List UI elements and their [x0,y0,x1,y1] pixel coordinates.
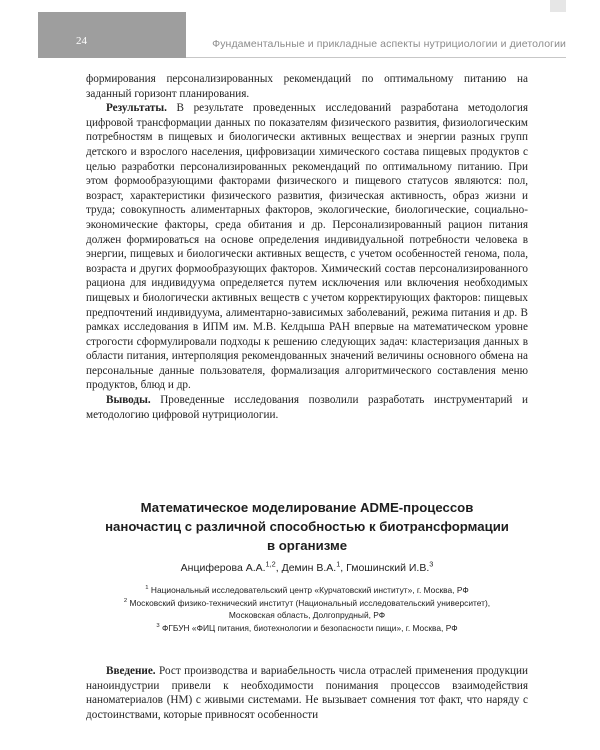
results-label: Результаты. [106,102,167,115]
affiliation-line [86,584,528,597]
conclusions-text: Проведенные исследования позволили разработать инструментарий и методологию цифровой нутрициологии. [86,394,528,421]
affiliation-mark: 2 [123,597,128,604]
page-edge-tab [550,0,566,12]
affiliation-line [86,622,528,635]
article-title-line: Математическое моделирование ADME-процессов [140,500,474,515]
results-paragraph [86,101,528,393]
conclusions-label: Выводы. [106,394,151,407]
introduction-text: Рост производства и вариабельность числа отраслей применения продукции наноиндустрии привели к необходимости понимания процессов взаимодействия наноматериалов (НМ) с живыми системами. Не вызывает сомнения тот факт, что наряду с достоинствами, которые привносят особенности [86,665,528,721]
affiliation-list [86,584,528,634]
introduction-section [86,664,528,722]
results-text: В результате проведенных исследований разработана методология цифровой трансформации данных по показателям физического развития, физиологическим потребностям в пищевых и биологически активных веществах и энергии разных групп детского и взрослого населения, цифровизации химического состава пищевых продуктов с целью разработки персонализированных рекомендаций по оптимальному питанию. При этом формообразующими факторами физического и пищевого статусов являются: пол, возраст, характеристики физического развития, физическая активность, образ жизни и труда; совокупность алиментарных факторов, экологические, биологические, социально-экономические факторы, среда обитания и др. Персонализированный рацион питания должен формироваться на основе определения индивидуальной потребности человека в энергии, пищевых и биологически активных веществ, с учетом особенностей генома, пола, возраста и других формообразующих факторов. Химический состав персонализированного рациона для индивидуума определяется путем исключения или включения необходимых пищевых и биологически активных веществ с учетом корректирующих факторов: пищевых предпочтений индивидуума, алиментарно-зависимых заболеваний, режима питания и др. В рамках исследования в ИПМ им. М.В. Келдыша РАН впервые на математическом уровне строгости сформулировали подходы к решению следующих задач: кластеризация данных в области питания, интерполяция рекомендованных значений величины основного обмена на персональные данные пользователя, формализация алгоритмического составления меню продуктов, блюд и др. [86,102,529,392]
author-affiliation-mark: 3 [429,559,434,569]
affiliation-text: Национальный исследовательский центр «Курчатовский институт», г. Москва, РФ [150,585,469,595]
article-title-line: в организме [266,538,348,553]
author-affiliation-mark: 1 [336,559,341,569]
running-header: Фундаментальные и прикладные аспекты нутрициологии и диетологии [212,38,566,50]
intro-continuation: формирования персонализированных рекомендаций по оптимальному питанию на заданный горизонт планирования. [86,73,528,100]
affiliation-mark: 3 [156,622,160,629]
author-name: Анциферова А.А. [180,562,266,574]
author-name: Гмошинский И.В. [346,562,430,574]
introduction-label: Введение. [106,665,156,677]
author-name: Демин В.А. [281,562,337,574]
header-divider [186,57,566,58]
affiliation-text: Московская область, Долгопрудный, РФ [228,610,386,621]
conclusions-paragraph [86,393,528,422]
article-title-line: наночастиц с различной способностью к биотрансформации [105,519,509,534]
author-list: Анциферова А.А.$^{1,2}$, Демин В.А.$^1$, Гмошинский И.В.$^3$ [180,559,434,574]
affiliation-text: ФГБУН «ФИЦ питания, биотехнологии и безопасности пищи», г. Москва, РФ [162,622,458,633]
affiliation-mark: 1 [145,585,149,592]
affiliation-text: Московский физико-технический институт (Национальный исследовательский университет), [129,597,491,608]
introduction-paragraph [86,664,528,722]
page-number: 24 [76,35,87,47]
author-affiliation-mark: 1,2 [265,559,276,569]
affiliation-line [86,597,528,610]
page-number-block [38,12,186,58]
affiliation-line [86,609,528,622]
article-title [86,498,528,555]
previous-article-text [86,72,528,422]
